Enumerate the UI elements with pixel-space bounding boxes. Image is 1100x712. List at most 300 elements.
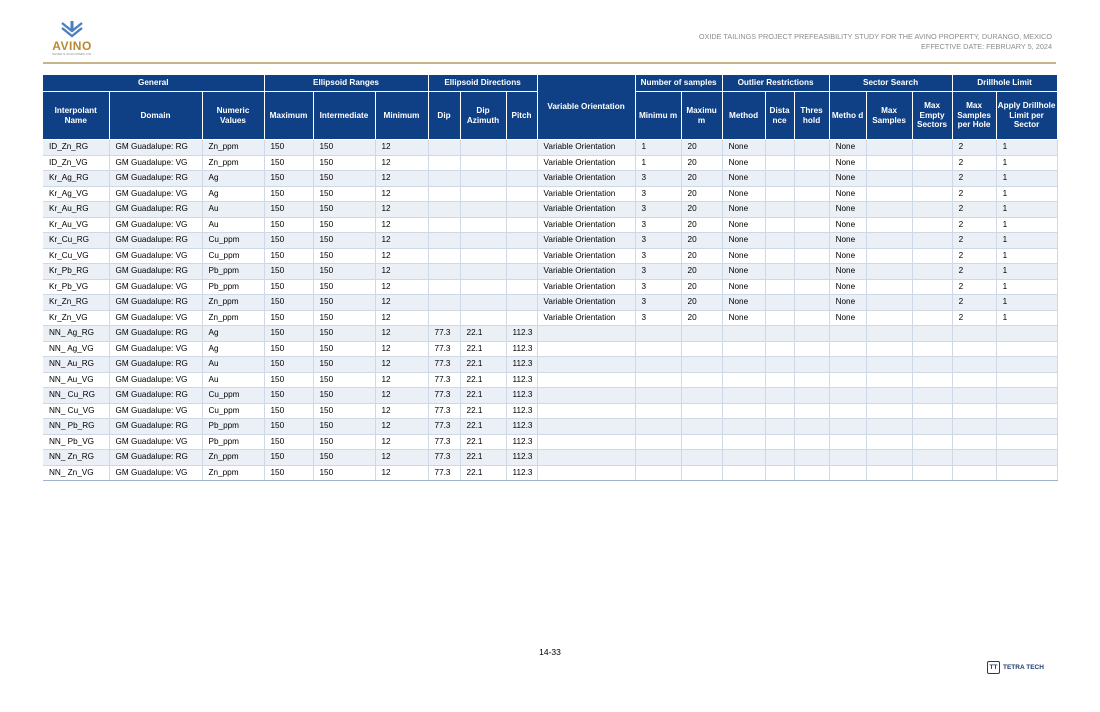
- table-cell: [428, 140, 460, 156]
- table-cell: [506, 155, 537, 171]
- table-cell: 1: [996, 202, 1057, 218]
- table-cell: [794, 248, 829, 264]
- table-cell: [912, 450, 952, 466]
- table-cell: [460, 264, 506, 280]
- table-cell: 112.3: [506, 450, 537, 466]
- table-cell: [635, 403, 681, 419]
- table-cell: [912, 202, 952, 218]
- tetra-tech-mark-icon: TT: [987, 661, 1000, 674]
- logo-subtitle: SILVER & GOLD MINES LTD.: [51, 52, 93, 56]
- table-cell: [428, 279, 460, 295]
- table-cell: [912, 264, 952, 280]
- table-cell: [829, 388, 866, 404]
- table-cell: Ag: [202, 341, 264, 357]
- table-cell: GM Guadalupe: VG: [109, 465, 202, 481]
- table-cell: [681, 450, 722, 466]
- table-cell: 2: [952, 217, 996, 233]
- table-cell: Variable Orientation: [537, 202, 635, 218]
- table-cell: NN_ Zn_RG: [43, 450, 109, 466]
- table-cell: [765, 357, 794, 373]
- table-cell: 77.3: [428, 388, 460, 404]
- table-cell: 3: [635, 295, 681, 311]
- table-cell: 3: [635, 310, 681, 326]
- table-cell: 77.3: [428, 465, 460, 481]
- table-cell: 150: [313, 295, 375, 311]
- table-cell: 150: [264, 357, 313, 373]
- table-cell: [912, 388, 952, 404]
- table-cell: [722, 341, 765, 357]
- table-cell: 77.3: [428, 450, 460, 466]
- table-row: [43, 310, 1057, 326]
- table-cell: [912, 155, 952, 171]
- table-cell: [537, 465, 635, 481]
- table-cell: GM Guadalupe: VG: [109, 217, 202, 233]
- table-cell: [681, 372, 722, 388]
- table-cell: [996, 434, 1057, 450]
- table-cell: 3: [635, 279, 681, 295]
- table-cell: [866, 465, 912, 481]
- table-cell: [794, 233, 829, 249]
- table-cell: 112.3: [506, 419, 537, 435]
- table-cell: 12: [375, 171, 428, 187]
- table-cell: 2: [952, 279, 996, 295]
- table-cell: 150: [313, 465, 375, 481]
- col-minimum: Minimum: [375, 92, 428, 140]
- table-cell: 1: [996, 279, 1057, 295]
- table-cell: [428, 217, 460, 233]
- table-row: [43, 403, 1057, 419]
- table-cell: [794, 388, 829, 404]
- table-cell: Kr_Pb_VG: [43, 279, 109, 295]
- table-cell: [765, 295, 794, 311]
- table-cell: NN_ Au_VG: [43, 372, 109, 388]
- table-cell: Variable Orientation: [537, 233, 635, 249]
- table-cell: 1: [996, 248, 1057, 264]
- table-cell: [765, 233, 794, 249]
- table-cell: [996, 372, 1057, 388]
- table-cell: Kr_Zn_RG: [43, 295, 109, 311]
- table-cell: 12: [375, 403, 428, 419]
- table-cell: [952, 465, 996, 481]
- table-cell: [866, 140, 912, 156]
- table-cell: 150: [313, 403, 375, 419]
- table-cell: 77.3: [428, 403, 460, 419]
- table-cell: 12: [375, 295, 428, 311]
- table-cell: GM Guadalupe: VG: [109, 279, 202, 295]
- table-cell: 22.1: [460, 357, 506, 373]
- table-cell: [460, 295, 506, 311]
- table-cell: 150: [313, 264, 375, 280]
- table-cell: [460, 186, 506, 202]
- table-cell: [765, 326, 794, 342]
- table-cell: [912, 357, 952, 373]
- col-dip-azimuth: Dip Azimuth: [460, 92, 506, 140]
- table-cell: [952, 388, 996, 404]
- table-cell: 12: [375, 310, 428, 326]
- table-cell: [428, 295, 460, 311]
- table-cell: Kr_Ag_RG: [43, 171, 109, 187]
- table-cell: GM Guadalupe: RG: [109, 264, 202, 280]
- table-cell: 1: [996, 310, 1057, 326]
- table-cell: [635, 465, 681, 481]
- table-cell: [996, 357, 1057, 373]
- table-cell: Variable Orientation: [537, 140, 635, 156]
- table-cell: Kr_Au_VG: [43, 217, 109, 233]
- table-cell: [866, 217, 912, 233]
- table-cell: 12: [375, 279, 428, 295]
- document-header: [699, 32, 1052, 52]
- table-cell: 3: [635, 171, 681, 187]
- table-cell: 2: [952, 233, 996, 249]
- table-cell: 12: [375, 388, 428, 404]
- table-cell: [952, 357, 996, 373]
- table-cell: [829, 450, 866, 466]
- table-cell: [460, 310, 506, 326]
- table-cell: Variable Orientation: [537, 217, 635, 233]
- table-cell: GM Guadalupe: RG: [109, 295, 202, 311]
- table-cell: 1: [996, 264, 1057, 280]
- table-cell: 12: [375, 326, 428, 342]
- table-cell: Zn_ppm: [202, 465, 264, 481]
- table-cell: 150: [264, 341, 313, 357]
- table-cell: 12: [375, 264, 428, 280]
- table-cell: [506, 140, 537, 156]
- table-cell: [912, 279, 952, 295]
- table-cell: 20: [681, 155, 722, 171]
- table-cell: [952, 434, 996, 450]
- table-cell: [460, 155, 506, 171]
- table-cell: [794, 279, 829, 295]
- table-cell: [635, 326, 681, 342]
- col-max-empty-sectors: Max Empty Sectors: [912, 92, 952, 140]
- table-cell: 12: [375, 450, 428, 466]
- table-cell: Zn_ppm: [202, 450, 264, 466]
- table-cell: 150: [313, 341, 375, 357]
- table-cell: [912, 434, 952, 450]
- table-cell: NN_ Ag_RG: [43, 326, 109, 342]
- table-cell: [866, 264, 912, 280]
- table-cell: [537, 326, 635, 342]
- table-cell: NN_ Ag_VG: [43, 341, 109, 357]
- table-cell: [460, 171, 506, 187]
- table-cell: [537, 434, 635, 450]
- table-cell: [794, 357, 829, 373]
- table-cell: [794, 155, 829, 171]
- table-cell: GM Guadalupe: RG: [109, 357, 202, 373]
- table-cell: 3: [635, 202, 681, 218]
- table-cell: 1: [996, 155, 1057, 171]
- table-cell: GM Guadalupe: RG: [109, 171, 202, 187]
- table-cell: 150: [313, 357, 375, 373]
- table-cell: Pb_ppm: [202, 434, 264, 450]
- table-row: [43, 450, 1057, 466]
- table-cell: 150: [313, 326, 375, 342]
- table-cell: None: [722, 310, 765, 326]
- table-cell: None: [722, 248, 765, 264]
- table-cell: None: [722, 202, 765, 218]
- table-cell: Au: [202, 372, 264, 388]
- table-cell: [765, 202, 794, 218]
- table-cell: [460, 217, 506, 233]
- table-cell: 3: [635, 248, 681, 264]
- table-cell: None: [829, 155, 866, 171]
- table-cell: 150: [264, 217, 313, 233]
- table-cell: None: [829, 279, 866, 295]
- table-cell: 150: [264, 171, 313, 187]
- table-cell: [952, 372, 996, 388]
- table-cell: 12: [375, 248, 428, 264]
- table-row: [43, 186, 1057, 202]
- table-cell: [765, 310, 794, 326]
- table-cell: 150: [313, 171, 375, 187]
- table-cell: NN_ Pb_RG: [43, 419, 109, 435]
- table-cell: [866, 403, 912, 419]
- table-cell: [428, 310, 460, 326]
- col-max-samples-per-hole: Max Samples per Hole: [952, 92, 996, 140]
- table-cell: [794, 140, 829, 156]
- table-cell: 150: [264, 403, 313, 419]
- table-cell: 20: [681, 202, 722, 218]
- table-cell: [794, 264, 829, 280]
- group-outlier-restrictions: Outlier Restrictions: [722, 75, 829, 92]
- table-cell: 20: [681, 233, 722, 249]
- table-cell: Zn_ppm: [202, 155, 264, 171]
- table-row: [43, 279, 1057, 295]
- table-cell: NN_ Cu_VG: [43, 403, 109, 419]
- col-interpolant-name: Interpolant Name: [43, 92, 109, 140]
- table-cell: None: [829, 264, 866, 280]
- table-cell: None: [829, 310, 866, 326]
- group-sector-search: Sector Search: [829, 75, 952, 92]
- table-row: [43, 372, 1057, 388]
- effective-date: EFFECTIVE DATE: FEBRUARY 5, 2024: [921, 42, 1052, 51]
- col-pitch: Pitch: [506, 92, 537, 140]
- table-cell: [912, 140, 952, 156]
- group-ellipsoid-directions: Ellipsoid Directions: [428, 75, 537, 92]
- table-cell: [794, 341, 829, 357]
- table-cell: 112.3: [506, 403, 537, 419]
- table-cell: [681, 326, 722, 342]
- table-cell: 150: [264, 140, 313, 156]
- table-cell: 150: [264, 155, 313, 171]
- table-cell: [996, 450, 1057, 466]
- table-cell: 150: [313, 248, 375, 264]
- table-cell: [428, 202, 460, 218]
- col-intermediate: Intermediate: [313, 92, 375, 140]
- table-cell: 150: [313, 419, 375, 435]
- table-cell: [829, 341, 866, 357]
- table-cell: Cu_ppm: [202, 248, 264, 264]
- table-cell: Au: [202, 202, 264, 218]
- col-sector-method: Metho d: [829, 92, 866, 140]
- table-cell: None: [722, 186, 765, 202]
- table-cell: [794, 434, 829, 450]
- table-cell: [765, 264, 794, 280]
- table-cell: [722, 357, 765, 373]
- table-cell: [952, 403, 996, 419]
- table-cell: Au: [202, 357, 264, 373]
- table-cell: [912, 341, 952, 357]
- table-cell: None: [829, 186, 866, 202]
- table-cell: 2: [952, 264, 996, 280]
- table-cell: 150: [313, 450, 375, 466]
- table-cell: 22.1: [460, 419, 506, 435]
- table-cell: [635, 434, 681, 450]
- table-cell: Variable Orientation: [537, 295, 635, 311]
- table-cell: [506, 264, 537, 280]
- table-cell: Pb_ppm: [202, 264, 264, 280]
- table-cell: 2: [952, 186, 996, 202]
- table-cell: None: [722, 217, 765, 233]
- table-cell: [952, 419, 996, 435]
- table-cell: Au: [202, 217, 264, 233]
- table-cell: [537, 419, 635, 435]
- table-cell: 150: [264, 419, 313, 435]
- table-cell: Variable Orientation: [537, 264, 635, 280]
- table-cell: [794, 419, 829, 435]
- table-cell: 2: [952, 202, 996, 218]
- table-cell: 20: [681, 279, 722, 295]
- table-cell: [866, 310, 912, 326]
- table-cell: [866, 434, 912, 450]
- col-max-samples: Max Samples: [866, 92, 912, 140]
- table-row: [43, 341, 1057, 357]
- table-cell: 1: [996, 140, 1057, 156]
- table-cell: [635, 419, 681, 435]
- table-cell: NN_ Au_RG: [43, 357, 109, 373]
- table-cell: 1: [996, 295, 1057, 311]
- table-cell: [829, 419, 866, 435]
- table-cell: [506, 202, 537, 218]
- table-cell: 12: [375, 202, 428, 218]
- table-cell: 22.1: [460, 465, 506, 481]
- table-cell: None: [829, 233, 866, 249]
- table-cell: 150: [313, 233, 375, 249]
- avino-logo: [50, 20, 94, 56]
- table-row: [43, 248, 1057, 264]
- table-cell: 22.1: [460, 388, 506, 404]
- table-cell: [829, 434, 866, 450]
- table-cell: 150: [264, 372, 313, 388]
- table-row: [43, 357, 1057, 373]
- avino-emblem-icon: [59, 20, 85, 40]
- table-cell: Cu_ppm: [202, 403, 264, 419]
- table-cell: [866, 155, 912, 171]
- table-cell: 150: [264, 310, 313, 326]
- table-cell: [829, 357, 866, 373]
- table-cell: [866, 388, 912, 404]
- table-cell: 112.3: [506, 357, 537, 373]
- table-cell: 150: [264, 248, 313, 264]
- table-cell: [635, 372, 681, 388]
- table-cell: [428, 186, 460, 202]
- table-cell: Kr_Au_RG: [43, 202, 109, 218]
- table-cell: [952, 341, 996, 357]
- col-dip: Dip: [428, 92, 460, 140]
- table-cell: [537, 403, 635, 419]
- col-samples-minimum: Minimu m: [635, 92, 681, 140]
- table-cell: 77.3: [428, 419, 460, 435]
- table-cell: NN_ Pb_VG: [43, 434, 109, 450]
- table-cell: [765, 248, 794, 264]
- table-cell: [765, 450, 794, 466]
- table-cell: 20: [681, 140, 722, 156]
- table-cell: [681, 341, 722, 357]
- table-cell: 20: [681, 310, 722, 326]
- table-row: [43, 202, 1057, 218]
- table-cell: 20: [681, 186, 722, 202]
- table-cell: [765, 171, 794, 187]
- page-number: 14-33: [539, 647, 561, 657]
- table-cell: [635, 341, 681, 357]
- table-cell: [912, 419, 952, 435]
- table-cell: [866, 295, 912, 311]
- table-cell: 12: [375, 217, 428, 233]
- table-cell: 150: [264, 186, 313, 202]
- table-cell: [829, 372, 866, 388]
- table-cell: None: [722, 264, 765, 280]
- table-cell: [996, 341, 1057, 357]
- table-cell: [996, 419, 1057, 435]
- table-cell: [537, 450, 635, 466]
- table-cell: [794, 372, 829, 388]
- table-cell: 12: [375, 186, 428, 202]
- table-cell: 150: [264, 233, 313, 249]
- table-cell: [722, 465, 765, 481]
- table-cell: Pb_ppm: [202, 279, 264, 295]
- table-cell: [722, 388, 765, 404]
- table-cell: 150: [313, 186, 375, 202]
- table-cell: 20: [681, 264, 722, 280]
- table-cell: [866, 233, 912, 249]
- header-divider: [43, 62, 1056, 64]
- table-cell: 1: [635, 155, 681, 171]
- table-cell: 12: [375, 140, 428, 156]
- table-cell: [765, 419, 794, 435]
- table-cell: 150: [264, 202, 313, 218]
- col-outlier-threshold: Thres hold: [794, 92, 829, 140]
- table-cell: Variable Orientation: [537, 279, 635, 295]
- table-cell: [866, 171, 912, 187]
- table-cell: GM Guadalupe: RG: [109, 388, 202, 404]
- table-row: [43, 295, 1057, 311]
- table-cell: Variable Orientation: [537, 155, 635, 171]
- table-cell: 150: [264, 279, 313, 295]
- table-cell: NN_ Cu_RG: [43, 388, 109, 404]
- table-cell: 112.3: [506, 434, 537, 450]
- table-row: [43, 326, 1057, 342]
- table-cell: [794, 465, 829, 481]
- table-cell: 150: [313, 434, 375, 450]
- table-cell: [912, 217, 952, 233]
- table-cell: 12: [375, 465, 428, 481]
- table-cell: [722, 403, 765, 419]
- table-cell: [460, 233, 506, 249]
- table-cell: [506, 171, 537, 187]
- table-row: [43, 171, 1057, 187]
- table-cell: 12: [375, 419, 428, 435]
- table-cell: 150: [313, 202, 375, 218]
- table-cell: [765, 388, 794, 404]
- table-cell: [866, 419, 912, 435]
- table-cell: 150: [313, 310, 375, 326]
- table-cell: 150: [264, 326, 313, 342]
- table-cell: 150: [313, 155, 375, 171]
- table-cell: Zn_ppm: [202, 140, 264, 156]
- table-cell: ID_Zn_RG: [43, 140, 109, 156]
- table-cell: [912, 233, 952, 249]
- table-cell: Zn_ppm: [202, 295, 264, 311]
